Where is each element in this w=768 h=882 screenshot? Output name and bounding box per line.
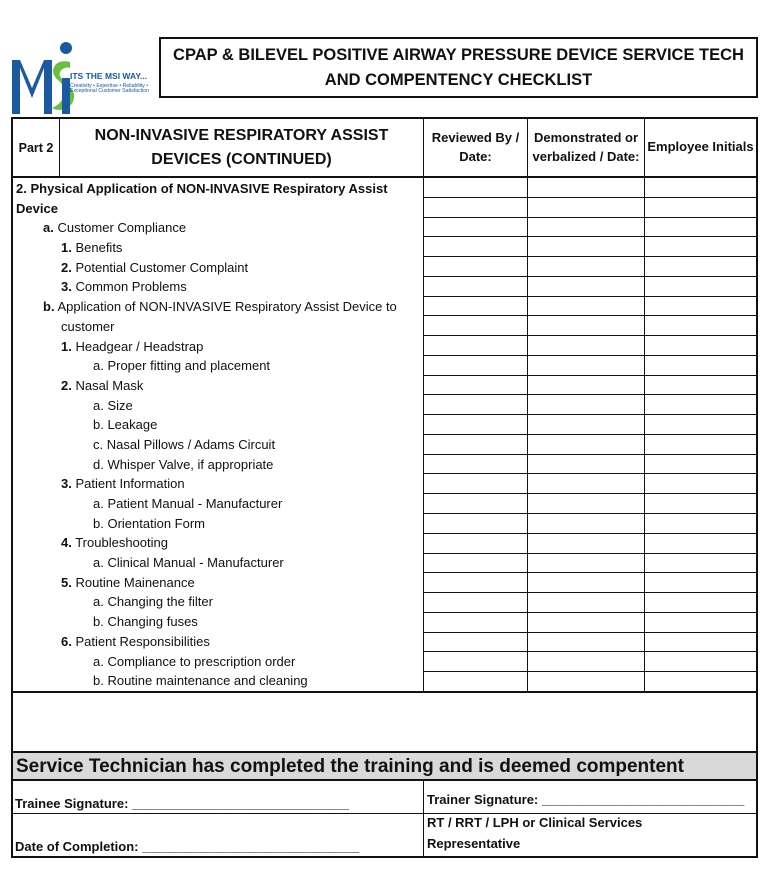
checklist-body (13, 178, 756, 691)
initials-cell[interactable] (645, 277, 756, 296)
initials-cell[interactable] (645, 573, 756, 592)
demonstrated-cell[interactable] (528, 415, 645, 434)
checklist-line-text: d. Whisper Valve, if appropriate (93, 456, 274, 472)
checklist-line-number: 1. (61, 240, 72, 256)
reviewed-by-cell[interactable] (424, 277, 528, 296)
initials-cell[interactable] (645, 435, 756, 454)
checklist-line (13, 553, 423, 573)
reviewed-by-cell[interactable] (424, 652, 528, 671)
checklist-line-text: Routine Mainenance (71, 574, 195, 590)
reviewed-by-cell[interactable] (424, 356, 528, 375)
signature-row-2 (13, 814, 756, 856)
reviewed-by-cell[interactable] (424, 336, 528, 355)
checklist-line (13, 179, 423, 199)
entry-row (424, 178, 756, 198)
checklist-line-text: Potential Customer Complaint (71, 259, 249, 275)
logo-text (70, 72, 160, 95)
initials-cell[interactable] (645, 316, 756, 335)
document-title-box (159, 37, 758, 98)
entry-row (424, 494, 756, 514)
entry-row (424, 474, 756, 494)
checklist-line (13, 652, 423, 672)
checklist-line-text: Common Problems (71, 279, 187, 295)
reviewed-by-cell[interactable] (424, 198, 528, 217)
entry-row (424, 672, 756, 691)
initials-cell[interactable] (645, 494, 756, 513)
reviewed-by-cell[interactable] (424, 415, 528, 434)
demonstrated-cell[interactable] (528, 613, 645, 632)
checklist-line-text: a. Patient Manual - Manufacturer (93, 496, 283, 511)
initials-cell[interactable] (645, 534, 756, 553)
demonstrated-cell[interactable] (528, 336, 645, 355)
reviewed-by-cell[interactable] (424, 376, 528, 395)
document-title: CPAP & BILEVEL POSITIVE AIRWAY PRESSURE DEVICE SERVICE TECH AND COMPENTENCY CHECKLIST (173, 45, 744, 89)
initials-cell[interactable] (645, 474, 756, 493)
checklist-line-number: 3. (61, 476, 72, 492)
entry-row (424, 593, 756, 613)
entry-row (424, 297, 756, 317)
initials-cell[interactable] (645, 514, 756, 533)
header-demonstrated: Demonstrated or verbalized / Date: (528, 119, 645, 176)
initials-cell[interactable] (645, 415, 756, 434)
representative-label (424, 814, 756, 856)
checklist-line-text: Customer Compliance (53, 220, 187, 236)
demonstrated-cell[interactable] (528, 277, 645, 296)
demonstrated-cell[interactable] (528, 198, 645, 217)
checklist-line-number: b. (43, 299, 55, 315)
initials-cell[interactable] (645, 297, 756, 316)
initials-cell[interactable] (645, 198, 756, 217)
entry-row (424, 277, 756, 297)
initials-cell[interactable] (645, 395, 756, 414)
checklist-line-number: 2. (61, 377, 72, 393)
entry-row (424, 534, 756, 554)
checklist-line-text: a. Clinical Manual - Manufacturer (93, 555, 284, 571)
notes-area[interactable] (13, 691, 756, 751)
checklist-line (13, 592, 423, 612)
checklist-line-text: Troubleshooting (71, 535, 168, 551)
reviewed-by-cell[interactable] (424, 395, 528, 414)
checklist-line (13, 337, 423, 357)
demonstrated-cell[interactable] (528, 455, 645, 474)
checklist-line (13, 317, 423, 337)
initials-cell[interactable] (645, 376, 756, 395)
table-header (13, 119, 756, 178)
checklist-line-text: Headgear / Headstrap (71, 338, 204, 354)
demonstrated-cell[interactable] (528, 316, 645, 335)
checklist-line-text: Application of NON-INVASIVE Respiratory Assist Device to (54, 299, 397, 315)
checklist-line-text: 2. Physical Application of NON-INVASIVE Respiratory Assist (16, 181, 388, 196)
checklist-items (13, 178, 424, 691)
entry-row (424, 356, 756, 376)
reviewed-by-cell[interactable] (424, 455, 528, 474)
checklist-line-text: a. Changing the filter (93, 594, 213, 610)
demonstrated-cell[interactable] (528, 356, 645, 375)
entry-row (424, 198, 756, 218)
checklist-line-text: a. Compliance to prescription order (93, 653, 296, 669)
entry-row (424, 573, 756, 593)
entry-row (424, 257, 756, 277)
date-of-completion-field[interactable]: Date of Completion: ______________________________ (13, 814, 424, 856)
checklist-line (13, 612, 423, 632)
demonstrated-cell[interactable] (528, 297, 645, 316)
checklist-line-text: Benefits (71, 240, 123, 256)
checklist-line (13, 533, 423, 553)
entry-row (424, 316, 756, 336)
checklist-line-text: Nasal Mask (71, 377, 144, 393)
checklist-line-number: a. (43, 220, 54, 236)
checklist-line (13, 218, 423, 238)
logo-values: Creativity • Expertise • Reliability • Exceptional Customer Satisfaction (70, 82, 150, 95)
initials-cell[interactable] (645, 554, 756, 573)
checklist-line-number: 2. (61, 259, 72, 275)
checklist-line (13, 396, 423, 416)
reviewed-by-cell[interactable] (424, 514, 528, 533)
reviewed-by-cell[interactable] (424, 218, 528, 237)
checklist-line-text: b. Routine maintenance and cleaning (93, 673, 308, 689)
reviewed-by-cell[interactable] (424, 613, 528, 632)
entry-row (424, 376, 756, 396)
demonstrated-cell[interactable] (528, 573, 645, 592)
demonstrated-cell[interactable] (528, 435, 645, 454)
checklist-entry-cells (424, 178, 756, 691)
entry-row (424, 336, 756, 356)
checklist-line (13, 573, 423, 593)
header-employee-initials: Employee Initials (647, 139, 754, 155)
reviewed-by-cell[interactable] (424, 237, 528, 256)
demonstrated-cell[interactable] (528, 593, 645, 612)
reviewed-by-cell[interactable] (424, 534, 528, 553)
representative-label-line-2: Representative (427, 836, 521, 851)
trainer-signature-field[interactable]: Trainer Signature: ____________________________ (427, 792, 745, 808)
entry-row (424, 613, 756, 633)
entry-row (424, 237, 756, 257)
reviewed-by-cell[interactable] (424, 672, 528, 691)
trainee-signature-field[interactable]: Trainee Signature: ______________________________ (13, 781, 424, 813)
entry-row (424, 633, 756, 653)
entry-row (424, 435, 756, 455)
demonstrated-cell[interactable] (528, 395, 645, 414)
initials-cell[interactable] (645, 237, 756, 256)
entry-row (424, 652, 756, 672)
entry-row (424, 218, 756, 238)
entry-row (424, 395, 756, 415)
reviewed-by-cell[interactable] (424, 494, 528, 513)
reviewed-by-cell[interactable] (424, 297, 528, 316)
checklist-line-number: 5. (61, 574, 72, 590)
checklist-line (13, 258, 423, 278)
checklist-line-number: 6. (61, 633, 72, 649)
entry-row (424, 554, 756, 574)
checklist-line (13, 415, 423, 435)
checklist-line (13, 435, 423, 455)
reviewed-by-cell[interactable] (424, 593, 528, 612)
initials-cell[interactable] (645, 633, 756, 652)
checklist-line (13, 277, 423, 297)
logo-tagline: ITS THE MSI WAY... (70, 71, 148, 81)
header-part: Part 2 (13, 119, 60, 176)
checklist-line-text: Patient Information (71, 476, 185, 492)
demonstrated-cell[interactable] (528, 672, 645, 691)
completion-statement: Service Technician has completed the training and is deemed compentent (13, 751, 756, 781)
reviewed-by-cell[interactable] (424, 435, 528, 454)
initials-cell[interactable] (645, 178, 756, 197)
checklist-line (13, 455, 423, 475)
checklist-line-number: 1. (61, 338, 72, 354)
checklist-line (13, 494, 423, 514)
checklist-line-text: b. Leakage (93, 417, 158, 433)
checklist-line (13, 514, 423, 534)
demonstrated-cell[interactable] (528, 257, 645, 276)
header-reviewed: Reviewed By / Date: (424, 119, 528, 176)
checklist-line (13, 238, 423, 258)
checklist-line-text: Patient Responsibilities (71, 633, 210, 649)
checklist-line (13, 632, 423, 652)
demonstrated-cell[interactable] (528, 178, 645, 197)
initials-cell[interactable] (645, 336, 756, 355)
initials-cell[interactable] (645, 455, 756, 474)
checklist-line (13, 356, 423, 376)
initials-cell[interactable] (645, 593, 756, 612)
checklist-line-number: 4. (61, 535, 72, 551)
entry-row (424, 514, 756, 534)
initials-cell[interactable] (645, 652, 756, 671)
reviewed-by-cell[interactable] (424, 257, 528, 276)
initials-cell[interactable] (645, 257, 756, 276)
checklist-line (13, 297, 423, 317)
demonstrated-cell[interactable] (528, 376, 645, 395)
checklist-line-text: c. Nasal Pillows / Adams Circuit (93, 436, 276, 452)
checklist-line (13, 474, 423, 494)
checklist-line (13, 199, 423, 219)
reviewed-by-cell[interactable] (424, 554, 528, 573)
reviewed-by-cell[interactable] (424, 633, 528, 652)
demonstrated-cell[interactable] (528, 494, 645, 513)
demonstrated-cell[interactable] (528, 534, 645, 553)
header-section-title: NON-INVASIVE RESPIRATORY ASSIST DEVICES (CONTINUED) (60, 119, 424, 176)
reviewed-by-cell[interactable] (424, 474, 528, 493)
entry-row (424, 415, 756, 435)
demonstrated-cell[interactable] (528, 633, 645, 652)
checklist-line-text: Device (16, 200, 58, 216)
demonstrated-cell[interactable] (528, 218, 645, 237)
initials-cell[interactable] (645, 356, 756, 375)
checklist-line-text: a. Size (93, 397, 133, 413)
checklist-table (11, 117, 758, 858)
initials-cell[interactable] (645, 672, 756, 691)
demonstrated-cell[interactable] (528, 514, 645, 533)
checklist-line-number: 3. (61, 279, 72, 295)
representative-label-line-1: RT / RRT / LPH or Clinical Services (427, 815, 643, 831)
reviewed-by-cell[interactable] (424, 316, 528, 335)
checklist-line (13, 671, 423, 691)
demonstrated-cell[interactable] (528, 237, 645, 256)
checklist-line-text: a. Proper fitting and placement (93, 358, 271, 374)
checklist-line (13, 376, 423, 396)
checklist-line-text: b. Changing fuses (93, 614, 198, 630)
signature-row-1 (13, 781, 756, 814)
demonstrated-cell[interactable] (528, 474, 645, 493)
entry-row (424, 455, 756, 475)
initials-cell[interactable] (645, 613, 756, 632)
reviewed-by-cell[interactable] (424, 178, 528, 197)
demonstrated-cell[interactable] (528, 652, 645, 671)
checklist-line-text: customer (61, 318, 115, 334)
initials-cell[interactable] (645, 218, 756, 237)
checklist-line-text: b. Orientation Form (93, 515, 205, 531)
reviewed-by-cell[interactable] (424, 573, 528, 592)
demonstrated-cell[interactable] (528, 554, 645, 573)
